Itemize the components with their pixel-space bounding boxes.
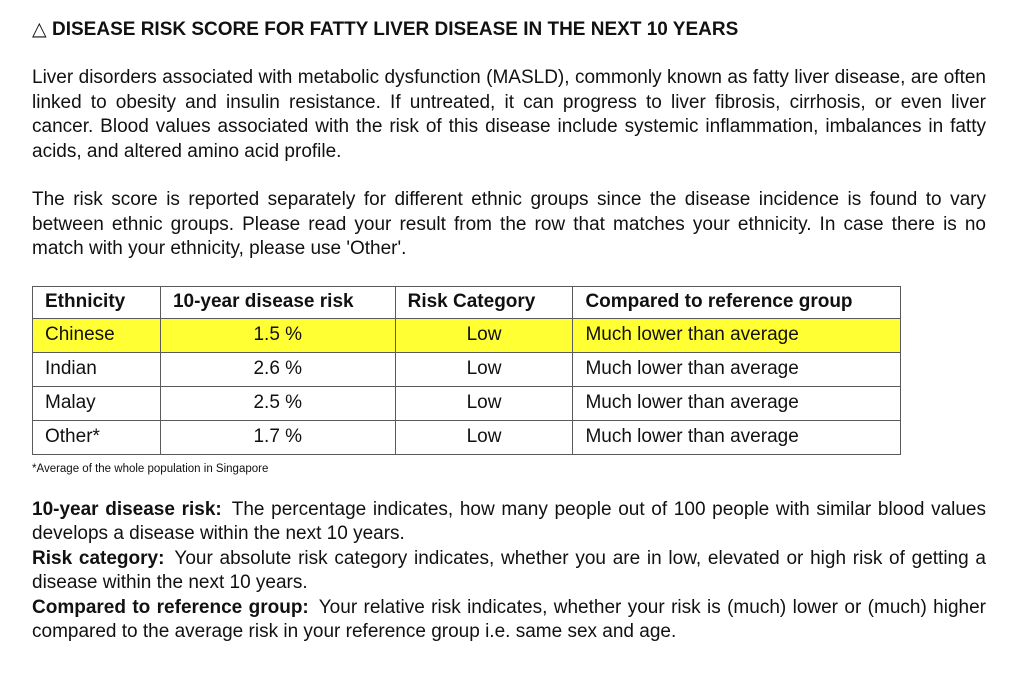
cell-risk: 1.5 % [160, 318, 395, 352]
table-row [33, 352, 901, 386]
definition-item [32, 498, 986, 547]
definition-text: Your relative risk indicates, whether your risk is (much) lower or (much) higher compared to the average risk in your reference group i.e. same sex and age. [32, 596, 986, 642]
definition-term: Compared to reference group: [32, 596, 309, 618]
instructions-paragraph: The risk score is reported separately for different ethnic groups since the disease incidence is found to vary between ethnic groups. Please read your result from the row that matches your ethnicity. In case there is no match with your ethnicity, please use 'Other'. [32, 189, 986, 259]
header-category: Risk Category [395, 286, 573, 318]
cell-category: Low [395, 352, 573, 386]
cell-category: Low [395, 386, 573, 420]
definition-text: The percentage indicates, how many people out of 100 people with similar blood values develops a disease within the next 10 years. [32, 498, 986, 544]
definition-item [32, 547, 986, 596]
triangle-icon: △ [32, 19, 47, 40]
cell-compared: Much lower than average [573, 386, 901, 420]
header-compared: Compared to reference group [573, 286, 901, 318]
section-title [32, 18, 986, 42]
table-header-row [33, 286, 901, 318]
table-row [33, 420, 901, 454]
cell-compared: Much lower than average [573, 420, 901, 454]
cell-ethnicity: Other* [33, 420, 161, 454]
definition-item [32, 596, 986, 645]
cell-risk: 2.5 % [160, 386, 395, 420]
definition-term: Risk category: [32, 547, 165, 569]
definition-text: Your absolute risk category indicates, whether you are in low, elevated or high risk of getting a disease within the next 10 years. [32, 547, 986, 593]
report-page [32, 18, 986, 645]
risk-table [32, 286, 901, 455]
header-ethnicity: Ethnicity [33, 286, 161, 318]
definitions [32, 498, 986, 645]
table-row [33, 386, 901, 420]
cell-compared: Much lower than average [573, 352, 901, 386]
table-footnote: *Average of the whole population in Singapore [32, 462, 269, 475]
table-row [33, 318, 901, 352]
cell-risk: 2.6 % [160, 352, 395, 386]
section-title-text: DISEASE RISK SCORE FOR FATTY LIVER DISEASE IN THE NEXT 10 YEARS [52, 19, 739, 40]
cell-ethnicity: Malay [33, 386, 161, 420]
cell-category: Low [395, 420, 573, 454]
cell-ethnicity: Chinese [33, 318, 161, 352]
header-risk: 10-year disease risk [160, 286, 395, 318]
cell-ethnicity: Indian [33, 352, 161, 386]
cell-compared: Much lower than average [573, 318, 901, 352]
cell-category: Low [395, 318, 573, 352]
definition-term: 10-year disease risk: [32, 498, 222, 520]
intro-paragraph: Liver disorders associated with metabolic dysfunction (MASLD), commonly known as fatty liver disease, are often linked to obesity and insulin resistance. If untreated, it can progress to liver fibrosis, cirrhosis, or even liver cancer. Blood values associated with the risk of this disease include systemic inflammation, imbalances in fatty acids, and altered amino acid profile. [32, 67, 986, 162]
cell-risk: 1.7 % [160, 420, 395, 454]
